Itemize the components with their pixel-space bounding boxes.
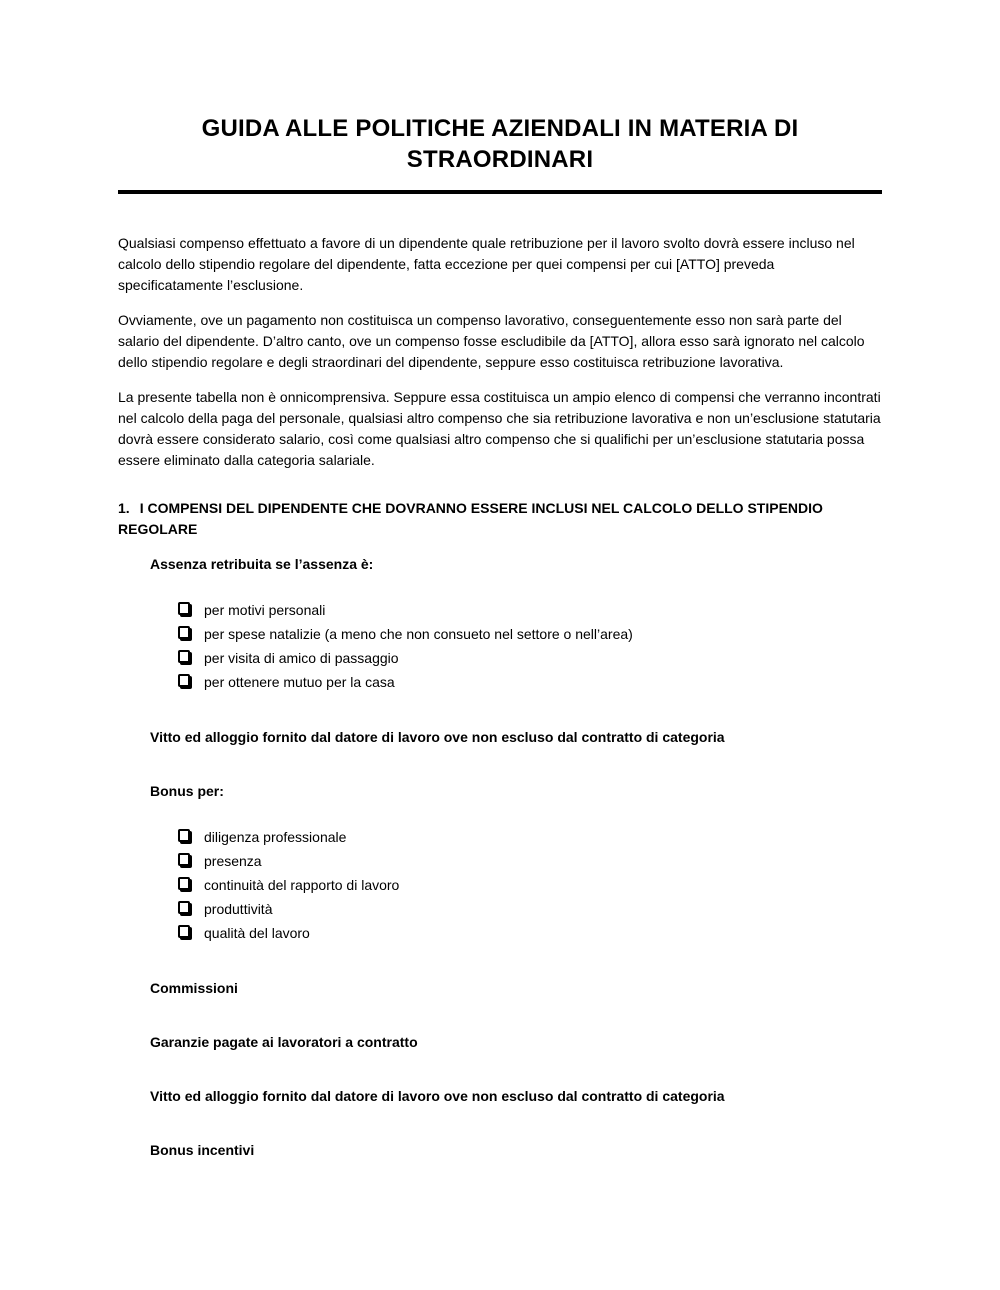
checklist-item-label: presenza — [204, 853, 262, 869]
checkbox-icon[interactable] — [178, 674, 190, 687]
subheading-absence: Assenza retribuita se l’assenza è: — [150, 556, 374, 572]
title-rule-divider — [118, 190, 882, 194]
subheading-board-lodging-2: Vitto ed alloggio fornito dal datore di lavoro ove non escluso dal contratto di categoria — [150, 1088, 725, 1104]
section-1-number: 1. — [118, 500, 130, 516]
checklist-item — [178, 921, 882, 945]
checkbox-icon[interactable] — [178, 650, 190, 663]
subheading-commissions: Commissioni — [150, 980, 238, 996]
subheading-board-lodging: Vitto ed alloggio fornito dal datore di lavoro ove non escluso dal contratto di categoria — [150, 729, 725, 745]
section-1-heading — [118, 498, 882, 540]
checklist-item-label: continuità del rapporto di lavoro — [204, 877, 400, 893]
absence-checklist — [178, 598, 882, 694]
bonus-checklist — [178, 825, 882, 945]
checklist-item-label: per motivi personali — [204, 602, 326, 618]
checkbox-icon[interactable] — [178, 829, 190, 842]
checklist-item-label: per visita di amico di passaggio — [204, 650, 399, 666]
checklist-item-label: qualità del lavoro — [204, 925, 310, 941]
checkbox-icon[interactable] — [178, 925, 190, 938]
checkbox-icon[interactable] — [178, 602, 190, 615]
checkbox-icon[interactable] — [178, 626, 190, 639]
checklist-item — [178, 646, 882, 670]
checklist-item-label: per spese natalizie (a meno che non consueto nel settore o nell’area) — [204, 626, 633, 642]
subheading-bonus: Bonus per: — [150, 783, 224, 799]
checklist-item — [178, 897, 882, 921]
intro-paragraph-2: Ovviamente, ove un pagamento non costituisca un compenso lavorativo, conseguentemente esso non sarà parte del salario del dipendente. D’altro canto, ove un compenso fosse escludibile da [ATTO], allora esso sarà ignorato nel calcolo dello stipendio regolare e degli straordinari del dipendente, seppure esso costituisca retribuzione lavorativa. — [118, 312, 865, 370]
intro-paragraph-1: Qualsiasi compenso effettuato a favore di un dipendente quale retribuzione per il lavoro svolto dovrà essere incluso nel calcolo dello stipendio regolare del dipendente, fatta eccezione per quei compensi per cui [ATTO] preveda specificatamente l’esclusione. — [118, 235, 855, 293]
document-title: GUIDA ALLE POLITICHE AZIENDALI IN MATERIA DI STRAORDINARI — [201, 115, 799, 173]
checkbox-icon[interactable] — [178, 901, 190, 914]
intro-paragraph-3: La presente tabella non è onnicomprensiva. Seppure essa costituisca un ampio elenco di compensi che verranno incontrati nel calcolo della paga del personale, qualsiasi altro compenso che sia retribuzione lavorativa e non un’esclusione statutaria dovrà essere considerato salario, così come qualsiasi altro compenso che si qualifichi per un’esclusione statutaria possa essere eliminato dalla categoria salariale. — [118, 389, 881, 468]
subheading-incentive-bonus: Bonus incentivi — [150, 1142, 255, 1158]
subheading-guarantees: Garanzie pagate ai lavoratori a contratto — [150, 1034, 418, 1050]
checklist-item — [178, 825, 882, 849]
section-1-heading-text: I COMPENSI DEL DIPENDENTE CHE DOVRANNO ESSERE INCLUSI NEL CALCOLO DELLO STIPENDIO REGOLARE — [118, 500, 823, 537]
checklist-item — [178, 598, 882, 622]
checklist-item — [178, 849, 882, 873]
checklist-item — [178, 670, 882, 694]
checkbox-icon[interactable] — [178, 853, 190, 866]
checklist-item-label: per ottenere mutuo per la casa — [204, 674, 395, 690]
checkbox-icon[interactable] — [178, 877, 190, 890]
checklist-item-label: diligenza professionale — [204, 829, 347, 845]
checklist-item — [178, 873, 882, 897]
checklist-item — [178, 622, 882, 646]
checklist-item-label: produttività — [204, 901, 273, 917]
